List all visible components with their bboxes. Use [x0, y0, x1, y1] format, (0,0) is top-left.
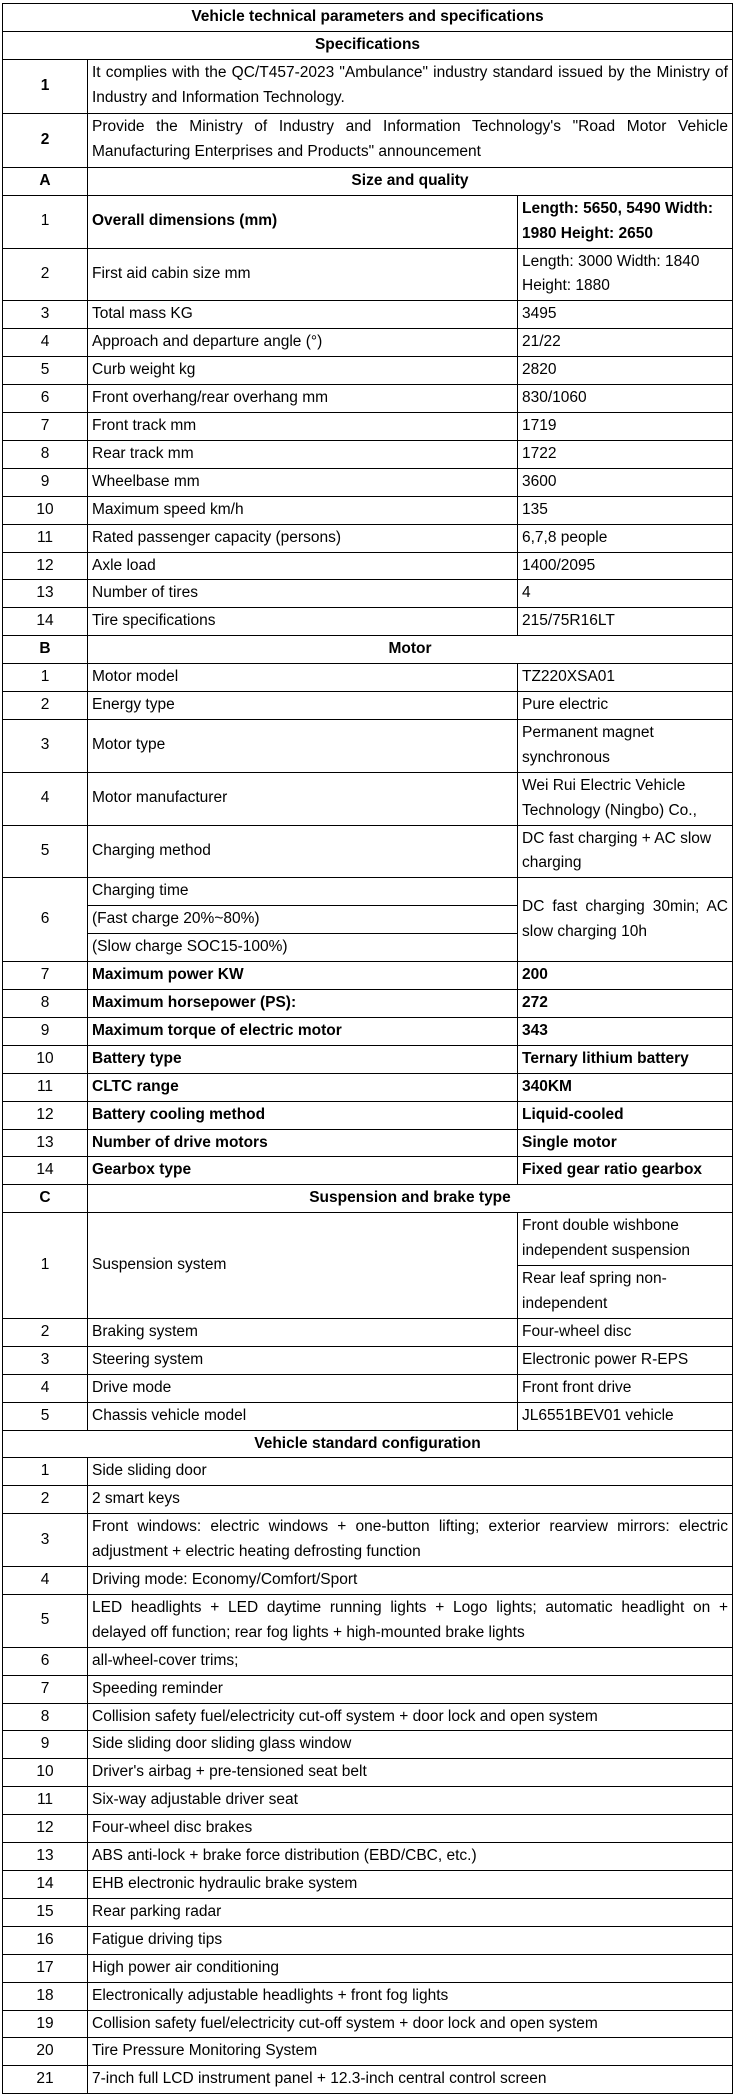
config-item-row: [3, 1843, 733, 1871]
specifications-header-row: [3, 31, 733, 59]
param-row: [3, 329, 733, 357]
config-item-number: 13: [3, 1843, 88, 1871]
config-item-row: [3, 1486, 733, 1514]
param-name: Curb weight kg: [88, 357, 518, 385]
config-item-text: Side sliding door: [88, 1458, 733, 1486]
spec-item-number: 1: [3, 59, 88, 113]
config-item-text: Collision safety fuel/electricity cut-off system + door lock and open system: [88, 2010, 733, 2038]
section-heading: Motor: [88, 636, 733, 664]
param-name: Overall dimensions (mm): [88, 195, 518, 248]
param-value: 2820: [518, 357, 733, 385]
param-value: Ternary lithium battery: [518, 1045, 733, 1073]
config-item-number: 11: [3, 1787, 88, 1815]
config-item-number: 7: [3, 1675, 88, 1703]
param-value: Wei Rui Electric Vehicle Technology (Ningbo) Co.,: [518, 772, 733, 825]
param-name: Motor manufacturer: [88, 772, 518, 825]
config-item-row: [3, 1731, 733, 1759]
param-value: 215/75R16LT: [518, 608, 733, 636]
config-item-number: 1: [3, 1458, 88, 1486]
config-item-row: [3, 1567, 733, 1595]
param-name: Total mass KG: [88, 301, 518, 329]
config-item-number: 17: [3, 1954, 88, 1982]
param-value: 21/22: [518, 329, 733, 357]
param-name: Number of tires: [88, 580, 518, 608]
param-value: Single motor: [518, 1129, 733, 1157]
config-item-number: 3: [3, 1514, 88, 1567]
config-item-row: [3, 1815, 733, 1843]
row-number: 2: [3, 1318, 88, 1346]
section-header-row: [3, 167, 733, 195]
param-row: [3, 962, 733, 990]
specifications-heading: Specifications: [3, 31, 733, 59]
param-value: 340KM: [518, 1073, 733, 1101]
row-number: 5: [3, 357, 88, 385]
section-heading: Suspension and brake type: [88, 1185, 733, 1213]
suspension-row: [3, 1213, 733, 1266]
param-row: [3, 468, 733, 496]
row-number: 1: [3, 1213, 88, 1319]
param-row: [3, 1073, 733, 1101]
param-row: [3, 301, 733, 329]
config-item-text: Side sliding door sliding glass window: [88, 1731, 733, 1759]
param-name: Battery cooling method: [88, 1101, 518, 1129]
config-item-row: [3, 2066, 733, 2094]
config-item-text: Collision safety fuel/electricity cut-off system + door lock and open system: [88, 1703, 733, 1731]
param-name: First aid cabin size mm: [88, 248, 518, 301]
param-name: Motor type: [88, 719, 518, 772]
param-value: Length: 3000 Width: 1840 Height: 1880: [518, 248, 733, 301]
param-value: Fixed gear ratio gearbox: [518, 1157, 733, 1185]
param-row: [3, 1017, 733, 1045]
row-number: 10: [3, 496, 88, 524]
param-name: Rated passenger capacity (persons): [88, 524, 518, 552]
param-name: Braking system: [88, 1318, 518, 1346]
param-name: Approach and departure angle (°): [88, 329, 518, 357]
param-value: 6,7,8 people: [518, 524, 733, 552]
config-item-text: 2 smart keys: [88, 1486, 733, 1514]
charging-time-slow: (Slow charge SOC15-100%): [88, 934, 518, 962]
row-number: 1: [3, 664, 88, 692]
spec-item-text: It complies with the QC/T457-2023 "Ambulance" industry standard issued by the Ministry of Industry and Information Technology.: [88, 59, 733, 113]
config-item-text: Four-wheel disc brakes: [88, 1815, 733, 1843]
param-value: Front front drive: [518, 1374, 733, 1402]
param-row: [3, 692, 733, 720]
charging-time-label: Charging time: [88, 878, 518, 906]
row-number: 11: [3, 524, 88, 552]
param-value: 135: [518, 496, 733, 524]
param-row: [3, 524, 733, 552]
row-number: 7: [3, 412, 88, 440]
config-heading: Vehicle standard configuration: [3, 1430, 733, 1458]
row-number: 14: [3, 608, 88, 636]
config-item-row: [3, 1703, 733, 1731]
config-item-row: [3, 2010, 733, 2038]
param-value: 272: [518, 990, 733, 1018]
spec-table: [2, 3, 733, 2094]
charging-time-row: [3, 878, 733, 906]
row-number: 3: [3, 719, 88, 772]
config-item-row: [3, 1954, 733, 1982]
row-number: 13: [3, 1129, 88, 1157]
spec-item-text: Provide the Ministry of Industry and Information Technology's "Road Motor Vehicle Manufacturing Enterprises and Products" announcement: [88, 113, 733, 167]
param-row: [3, 1101, 733, 1129]
param-name: Steering system: [88, 1346, 518, 1374]
param-value: TZ220XSA01: [518, 664, 733, 692]
row-number: 11: [3, 1073, 88, 1101]
config-item-row: [3, 1787, 733, 1815]
config-item-row: [3, 1982, 733, 2010]
row-number: 12: [3, 552, 88, 580]
param-row: [3, 772, 733, 825]
param-name: Front overhang/rear overhang mm: [88, 385, 518, 413]
config-item-row: [3, 1926, 733, 1954]
param-name: Drive mode: [88, 1374, 518, 1402]
param-value: 3495: [518, 301, 733, 329]
config-item-number: 2: [3, 1486, 88, 1514]
config-item-row: [3, 1514, 733, 1567]
param-name: Motor model: [88, 664, 518, 692]
section-heading: Size and quality: [88, 167, 733, 195]
section-header-row: [3, 636, 733, 664]
param-row: [3, 552, 733, 580]
suspension-rear: Rear leaf spring non-independent: [518, 1266, 733, 1319]
param-value: JL6551BEV01 vehicle: [518, 1402, 733, 1430]
param-row: [3, 1318, 733, 1346]
row-number: 6: [3, 878, 88, 962]
param-name: Battery type: [88, 1045, 518, 1073]
config-item-text: Rear parking radar: [88, 1898, 733, 1926]
spec-table-body: [3, 4, 733, 2094]
param-value: Permanent magnet synchronous: [518, 719, 733, 772]
param-row: [3, 719, 733, 772]
param-value: 4: [518, 580, 733, 608]
config-item-text: Tire Pressure Monitoring System: [88, 2038, 733, 2066]
config-item-text: Six-way adjustable driver seat: [88, 1787, 733, 1815]
row-number: 9: [3, 1017, 88, 1045]
config-item-number: 12: [3, 1815, 88, 1843]
param-row: [3, 608, 733, 636]
param-name: Energy type: [88, 692, 518, 720]
param-name: Axle load: [88, 552, 518, 580]
config-item-text: High power air conditioning: [88, 1954, 733, 1982]
config-item-text: Fatigue driving tips: [88, 1926, 733, 1954]
row-number: 8: [3, 440, 88, 468]
config-item-text: all-wheel-cover trims;: [88, 1647, 733, 1675]
suspension-front: Front double wishbone independent suspension: [518, 1213, 733, 1266]
param-row: [3, 990, 733, 1018]
row-number: 4: [3, 329, 88, 357]
param-name: Maximum power KW: [88, 962, 518, 990]
config-item-row: [3, 1898, 733, 1926]
row-number: 1: [3, 195, 88, 248]
param-name: Maximum speed km/h: [88, 496, 518, 524]
param-value: 3600: [518, 468, 733, 496]
row-number: 3: [3, 301, 88, 329]
config-item-text: ABS anti-lock + brake force distribution (EBD/CBC, etc.): [88, 1843, 733, 1871]
config-item-number: 19: [3, 2010, 88, 2038]
param-name: Gearbox type: [88, 1157, 518, 1185]
param-value: DC fast charging + AC slow charging: [518, 825, 733, 878]
param-name: Front track mm: [88, 412, 518, 440]
param-row: [3, 195, 733, 248]
row-number: 7: [3, 962, 88, 990]
param-name: Maximum horsepower (PS):: [88, 990, 518, 1018]
param-value: 200: [518, 962, 733, 990]
config-item-number: 8: [3, 1703, 88, 1731]
config-item-text: 7-inch full LCD instrument panel + 12.3-inch central control screen: [88, 2066, 733, 2094]
spec-item-row: [3, 59, 733, 113]
row-number: 4: [3, 772, 88, 825]
param-value: Electronic power R-EPS: [518, 1346, 733, 1374]
config-item-number: 20: [3, 2038, 88, 2066]
config-item-row: [3, 1759, 733, 1787]
config-item-number: 16: [3, 1926, 88, 1954]
spec-item-row: [3, 113, 733, 167]
config-item-text: Front windows: electric windows + one-button lifting; exterior rearview mirrors: electric adjustment + electric heating defrosting function: [88, 1514, 733, 1567]
config-item-text: Electronically adjustable headlights + front fog lights: [88, 1982, 733, 2010]
param-name: Number of drive motors: [88, 1129, 518, 1157]
param-name: Chassis vehicle model: [88, 1402, 518, 1430]
row-number: 14: [3, 1157, 88, 1185]
config-item-number: 15: [3, 1898, 88, 1926]
param-value: Liquid-cooled: [518, 1101, 733, 1129]
config-item-text: EHB electronic hydraulic brake system: [88, 1871, 733, 1899]
param-name: Maximum torque of electric motor: [88, 1017, 518, 1045]
config-item-number: 21: [3, 2066, 88, 2094]
row-number: 8: [3, 990, 88, 1018]
param-name: Suspension system: [88, 1213, 518, 1319]
param-row: [3, 248, 733, 301]
config-item-number: 4: [3, 1567, 88, 1595]
param-value: Length: 5650, 5490 Width: 1980 Height: 2650: [518, 195, 733, 248]
param-value: 830/1060: [518, 385, 733, 413]
row-number: 3: [3, 1346, 88, 1374]
param-row: [3, 1402, 733, 1430]
config-item-text: LED headlights + LED daytime running lights + Logo lights; automatic headlight on + delayed off function; rear fog lights + high-mounted brake lights: [88, 1594, 733, 1647]
param-row: [3, 357, 733, 385]
config-item-number: 6: [3, 1647, 88, 1675]
param-row: [3, 664, 733, 692]
config-item-row: [3, 1458, 733, 1486]
section-letter: C: [3, 1185, 88, 1213]
charging-time-value: DC fast charging 30min; AC slow charging 10h: [518, 878, 733, 962]
param-value: 343: [518, 1017, 733, 1045]
row-number: 5: [3, 1402, 88, 1430]
config-item-row: [3, 1871, 733, 1899]
param-value: 1719: [518, 412, 733, 440]
param-row: [3, 1045, 733, 1073]
config-item-number: 14: [3, 1871, 88, 1899]
charging-time-fast: (Fast charge 20%~80%): [88, 906, 518, 934]
config-header-row: [3, 1430, 733, 1458]
param-name: Rear track mm: [88, 440, 518, 468]
param-row: [3, 385, 733, 413]
row-number: 9: [3, 468, 88, 496]
row-number: 6: [3, 385, 88, 413]
config-item-text: Speeding reminder: [88, 1675, 733, 1703]
param-row: [3, 1346, 733, 1374]
param-row: [3, 1129, 733, 1157]
document-title: Vehicle technical parameters and specifications: [3, 4, 733, 32]
param-row: [3, 825, 733, 878]
param-value: Four-wheel disc: [518, 1318, 733, 1346]
spec-item-number: 2: [3, 113, 88, 167]
param-name: Wheelbase mm: [88, 468, 518, 496]
config-item-row: [3, 1675, 733, 1703]
param-value: 1400/2095: [518, 552, 733, 580]
param-name: CLTC range: [88, 1073, 518, 1101]
config-item-row: [3, 2038, 733, 2066]
param-row: [3, 580, 733, 608]
config-item-number: 10: [3, 1759, 88, 1787]
param-row: [3, 1157, 733, 1185]
section-letter: A: [3, 167, 88, 195]
row-number: 2: [3, 692, 88, 720]
param-value: Pure electric: [518, 692, 733, 720]
param-row: [3, 412, 733, 440]
config-item-number: 5: [3, 1594, 88, 1647]
param-value: 1722: [518, 440, 733, 468]
config-item-number: 18: [3, 1982, 88, 2010]
row-number: 10: [3, 1045, 88, 1073]
param-row: [3, 1374, 733, 1402]
title-row: [3, 4, 733, 32]
row-number: 12: [3, 1101, 88, 1129]
section-header-row: [3, 1185, 733, 1213]
config-item-row: [3, 1594, 733, 1647]
param-row: [3, 496, 733, 524]
param-name: Tire specifications: [88, 608, 518, 636]
config-item-number: 9: [3, 1731, 88, 1759]
row-number: 13: [3, 580, 88, 608]
param-row: [3, 440, 733, 468]
config-item-text: Driver's airbag + pre-tensioned seat belt: [88, 1759, 733, 1787]
row-number: 2: [3, 248, 88, 301]
config-item-row: [3, 1647, 733, 1675]
row-number: 4: [3, 1374, 88, 1402]
param-name: Charging method: [88, 825, 518, 878]
config-item-text: Driving mode: Economy/Comfort/Sport: [88, 1567, 733, 1595]
section-letter: B: [3, 636, 88, 664]
row-number: 5: [3, 825, 88, 878]
